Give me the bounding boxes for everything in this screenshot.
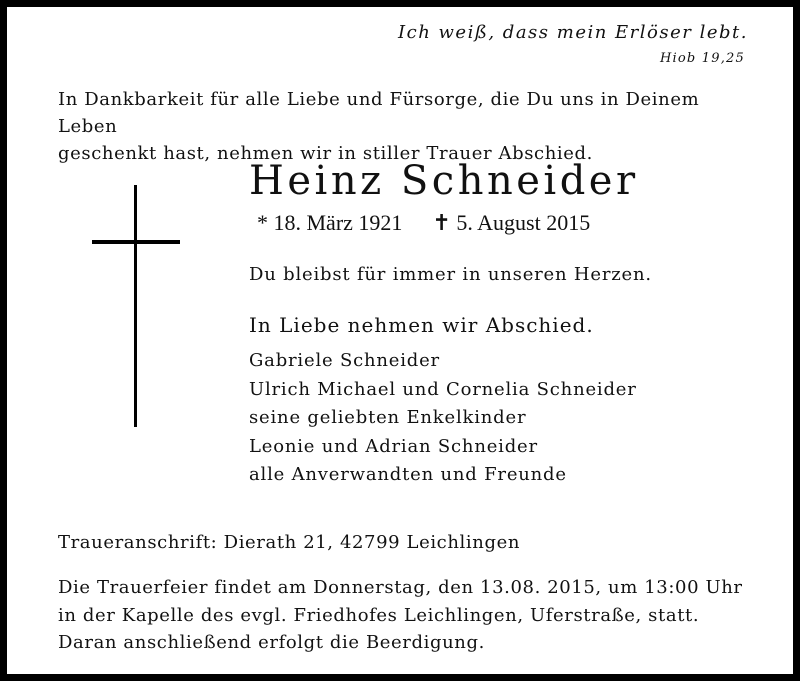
list-item: alle Anverwandten und Freunde [249, 464, 567, 485]
intro-line: geschenkt hast, nehmen wir in stiller Trauer Abschied. [58, 143, 593, 164]
birth-date: * 18. März 1921 [257, 210, 403, 235]
service-line: Daran anschließend erfolgt die Beerdigung. [58, 632, 485, 653]
list-item: Leonie und Adrian Schneider [249, 435, 538, 457]
intro-text [58, 86, 758, 167]
bible-verse: Ich weiß, dass mein Erlöser lebt. [398, 22, 748, 43]
life-dates [257, 210, 590, 236]
mourning-address: Traueranschrift: Dierath 21, 42799 Leichlingen [58, 532, 521, 553]
bible-verse-reference: Hiob 19,25 [660, 51, 745, 66]
list-item: seine geliebten Enkelkinder [249, 407, 527, 428]
tribute-text: Du bleibst für immer in unseren Herzen. [249, 264, 652, 285]
service-line: Die Trauerfeier findet am Donnerstag, den 13.08. 2015, um 13:00 Uhr [58, 577, 743, 598]
list-item: Gabriele Schneider [249, 350, 440, 371]
cross-vertical-beam [134, 185, 137, 427]
service-line: in der Kapelle des evgl. Friedhofes Leichlingen, Uferstraße, statt. [58, 604, 700, 626]
list-item: Ulrich Michael und Cornelia Schneider [249, 378, 637, 400]
mourners-list [249, 347, 637, 490]
funeral-service-info [58, 574, 758, 657]
deceased-name: Heinz Schneider [249, 158, 639, 204]
intro-line: In Dankbarkeit für alle Liebe und Fürsorge, die Du uns in Deinem Leben [58, 89, 700, 137]
cross-icon [92, 185, 180, 427]
death-date: ✝ 5. August 2015 [432, 210, 591, 235]
farewell-heading: In Liebe nehmen wir Abschied. [249, 313, 594, 337]
cross-horizontal-beam [92, 240, 180, 244]
